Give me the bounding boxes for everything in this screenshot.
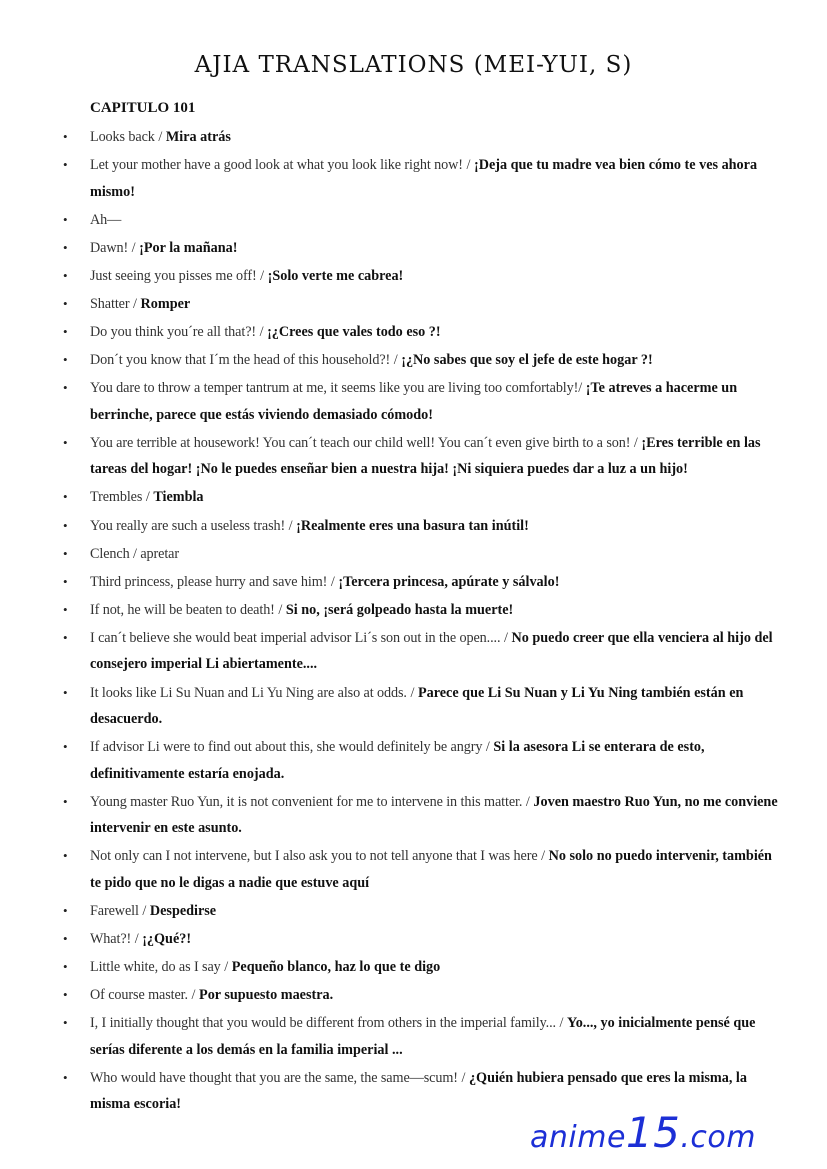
separator: / [500,629,512,646]
list-item [0,1010,827,1063]
list-item [0,263,827,290]
list-item [0,926,827,953]
english-text: What?! [90,930,132,947]
english-text: Third princess, please hurry and save him! [90,573,328,590]
watermark-prefix: anime [530,1120,626,1155]
english-text: I, I initially thought that you would be different from others in the imperial family... [90,1015,556,1032]
list-item [0,734,827,787]
list-item [0,513,827,540]
spanish-text: Joven maestro Ruo Yun, no me conviene intervenir en este asunto. [90,793,778,837]
list-item [0,430,827,483]
separator: / [256,267,268,284]
list-item [0,597,827,624]
separator: / [138,902,150,919]
separator: / [390,352,402,369]
english-text: Just seeing you pisses me off! [90,267,257,284]
list-item [0,319,827,346]
spanish-text: ¡¿Qué?! [142,930,192,947]
separator: / [537,848,549,865]
english-text: Farewell [90,902,139,919]
spanish-text: Parece que Li Su Nuan y Li Yu Ning también están en desacuerdo. [90,684,744,727]
list-item [0,843,827,896]
english-text: Trembles [90,489,143,506]
list-item [0,898,827,925]
list-item [0,680,827,733]
spanish-text: ¡Deja que tu madre vea bien cómo te ves ahora mismo! [90,157,758,200]
separator: / [128,239,140,256]
separator: / [187,987,200,1004]
separator: / [327,573,339,590]
english-text: Not only can I not intervene, but I also ask you to not tell anyone that I was here [90,848,538,865]
separator: / [457,1069,469,1086]
english-text: Ah— [90,211,122,228]
english-text: Shatter [90,295,130,312]
list-item [0,625,827,678]
spanish-text: Despedirse [149,902,217,919]
list-item [0,235,827,262]
list-item [0,789,827,842]
spanish-text: ¡Solo verte me cabrea! [267,267,404,284]
translation-list [0,124,827,1119]
spanish-text: ¿Quién hubiera pensado que eres la misma, la misma escoria! [90,1069,747,1113]
separator: / [131,930,143,947]
list-item [0,569,827,596]
english-text: Little white, do as I say [90,959,221,976]
spanish-text: ¡Tercera princesa, apúrate y sálvalo! [338,573,560,590]
spanish-text: Pequeño blanco, haz lo que te digo [231,959,441,976]
spanish-text: ¡Eres terrible en las tareas del hogar! ¡No le puedes enseñar bien a nuestra hija! ¡Ni siquiera puedes dar a luz a un hijo! [90,434,761,478]
english-text: Looks back [90,129,155,145]
watermark-number: 15 [625,1108,681,1157]
english-text: Of course master. [90,987,188,1004]
list-item [0,982,827,1009]
spanish-text: ¡Por la mañana! [139,239,238,256]
spanish-text: No puedo creer que ella venciera al hijo del consejero imperial Li abiertamente.... [90,629,773,673]
spanish-text: Por supuesto maestra. [199,987,334,1004]
separator: / [142,489,154,506]
spanish-text: Mira atrás [165,129,231,145]
english-text: Clench / apretar [90,545,179,562]
english-text: You dare to throw a temper tantrum at me, it seems like you are living too comfortably! [90,380,579,397]
separator: / [406,684,418,701]
english-text: If advisor Li were to find out about this, she would definitely be angry [90,739,483,756]
english-text: Young master Ruo Yun, it is not convenient for me to intervene in this matter. [90,793,523,810]
separator: / [462,157,474,174]
list-item [0,124,827,151]
list-item [0,375,827,428]
list-item [0,291,827,318]
list-item [0,541,827,568]
separator: / [630,434,642,451]
english-text: Don´t you know that I´m the head of this household?! [90,352,391,369]
watermark-suffix: .com [680,1120,756,1155]
separator: / [482,739,494,756]
separator: / [285,517,297,534]
english-text: I can´t believe she would beat imperial advisor Li´s son out in the open.... [90,629,501,646]
english-text: Do you think you´re all that?! [90,324,257,341]
spanish-text: ¡¿Crees que vales todo eso ?! [267,324,441,341]
spanish-text: Si la asesora Li se enterara de esto, definitivamente estaría enojada. [90,739,705,782]
spanish-text: Romper [140,295,191,312]
english-text: You really are such a useless trash! [90,517,286,534]
spanish-text: ¡Te atreves a hacerme un berrinche, parece que estás viviendo demasiado cómodo! [90,380,738,423]
list-item [0,954,827,981]
watermark-logo [530,1108,756,1157]
spanish-text: Yo..., yo inicialmente pensé que serías diferente a los demás en la familia imperial ... [90,1015,756,1058]
separator: / [522,793,534,810]
chapter-heading: CAPITULO 101 [90,100,196,116]
english-text: You are terrible at housework! You can´t teach our child well! You can´t even give birth to a son! [90,434,631,451]
separator: / [129,295,141,312]
separator: / [555,1015,568,1032]
separator: / [578,380,586,397]
separator: / [256,324,268,341]
english-text: It looks like Li Su Nuan and Li Yu Ning are also at odds. [90,684,407,701]
spanish-text: ¡¿No sabes que soy el jefe de este hogar ?! [401,352,653,369]
page-title: AJIA TRANSLATIONS (MEI-YUI, S) [194,52,633,78]
spanish-text: ¡Realmente eres una basura tan inútil! [296,517,529,534]
separator: / [220,959,232,976]
separator: / [274,601,286,618]
english-text: Who would have thought that you are the same, the same—scum! [90,1069,458,1086]
list-item [0,152,827,205]
separator: / [154,129,166,145]
english-text: Dawn! [90,239,129,256]
spanish-text: Tiembla [153,489,204,506]
english-text: If not, he will be beaten to death! [90,601,275,618]
list-item [0,207,827,234]
english-text: Let your mother have a good look at what you look like right now! [90,157,463,174]
list-item [0,484,827,511]
list-item [0,347,827,374]
spanish-text: No solo no puedo intervenir, también te pido que no le digas a nadie que estuve aquí [90,848,772,891]
spanish-text: Si no, ¡será golpeado hasta la muerte! [285,601,514,618]
